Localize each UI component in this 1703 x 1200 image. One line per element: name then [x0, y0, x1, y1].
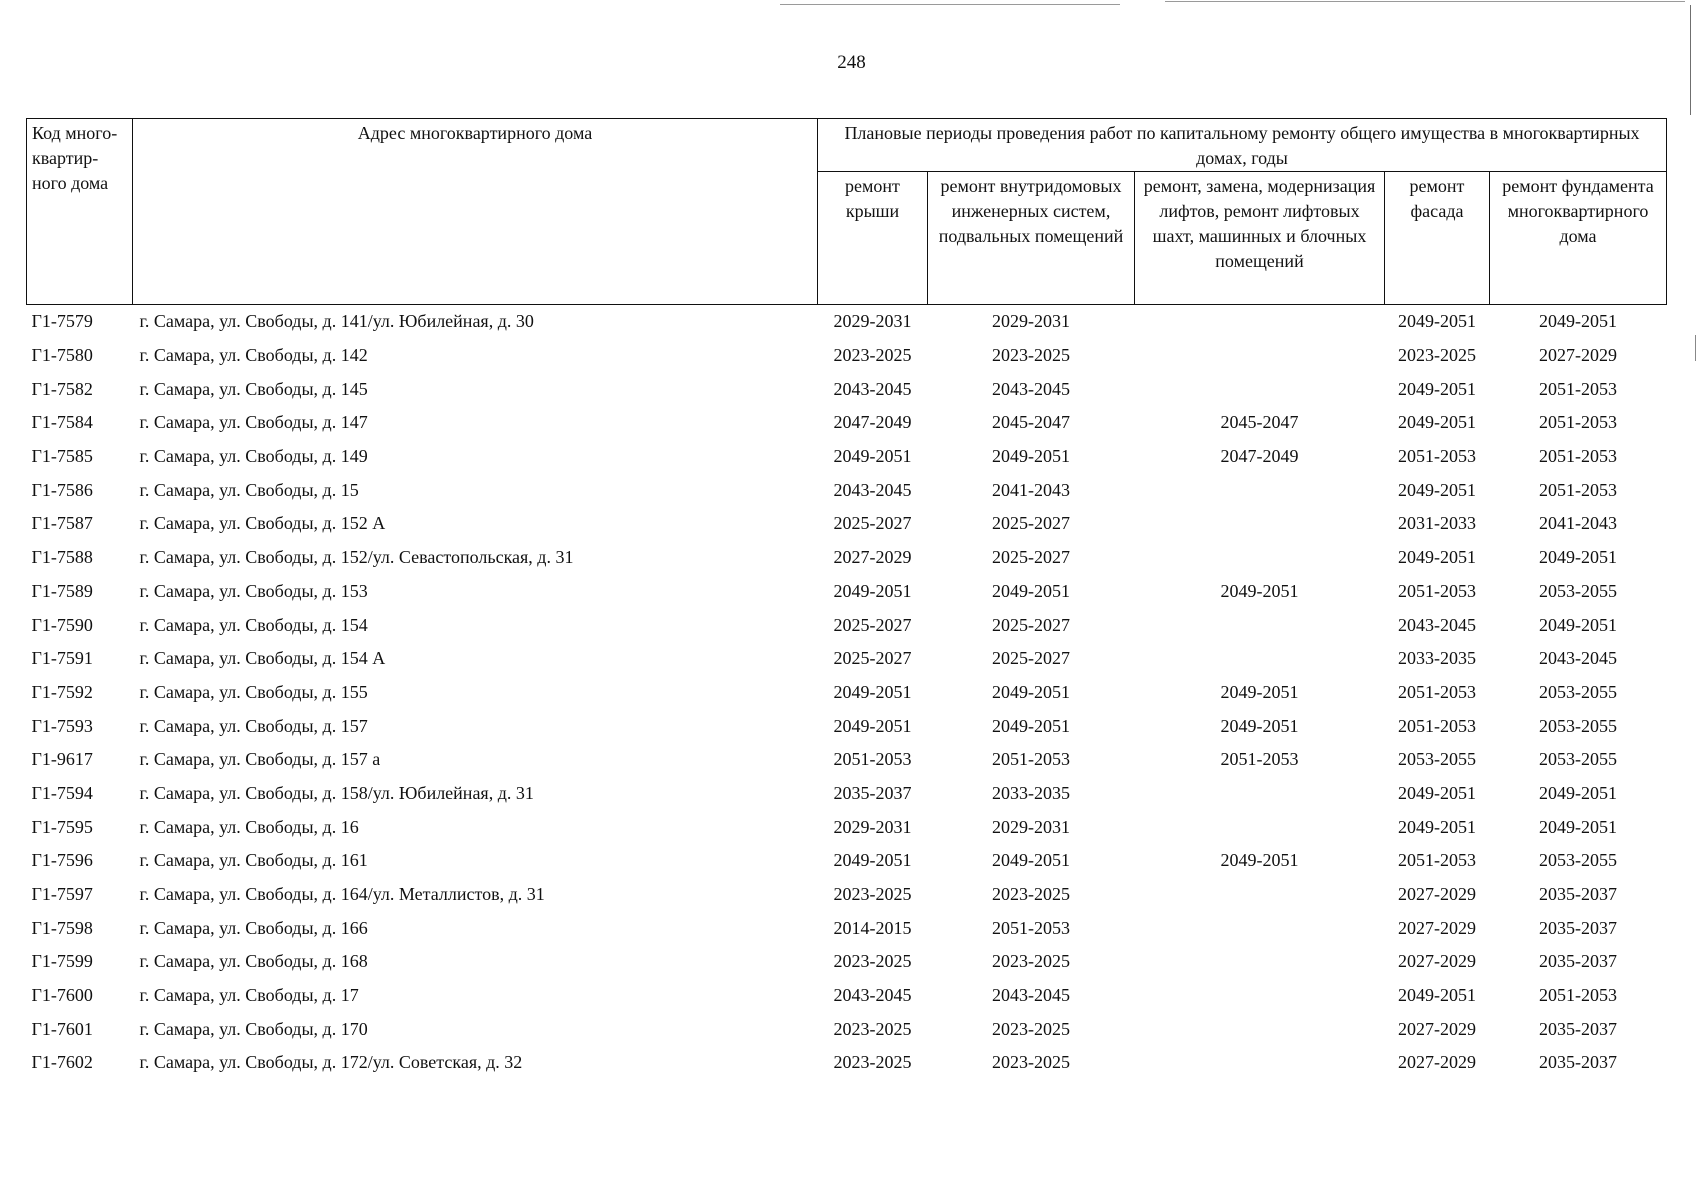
- cell-foundation: 2035-2037: [1539, 884, 1617, 905]
- cell-address: г. Самара, ул. Свободы, д. 157: [139, 715, 368, 736]
- cell-code: Г1-7590: [31, 614, 93, 635]
- cell-systems: 2029-2031: [992, 311, 1070, 332]
- cell-roof: 2035-2037: [833, 782, 912, 803]
- table-row: [27, 473, 1667, 507]
- cell-foundation: 2049-2051: [1539, 614, 1617, 635]
- table-row: [27, 979, 1667, 1013]
- cell-address: г. Самара, ул. Свободы, д. 157 а: [139, 749, 381, 770]
- cell-code: Г1-7589: [31, 580, 93, 601]
- cell-systems: 2051-2053: [992, 749, 1070, 770]
- cell-lifts: [1135, 911, 1385, 945]
- cell-roof: 2014-2015: [833, 917, 912, 938]
- cell-facade: 2051-2053: [1398, 715, 1476, 736]
- cell-code: Г1-7593: [31, 715, 93, 736]
- cell-lifts: [1135, 608, 1385, 642]
- header-address: Адрес многоквартирного дома: [133, 119, 818, 305]
- cell-systems: 2049-2051: [992, 715, 1070, 736]
- cell-address: г. Самара, ул. Свободы, д. 142: [139, 345, 368, 366]
- table-body: [27, 305, 1667, 1080]
- table-row: [27, 507, 1667, 541]
- header-systems: ремонт внутридомовых инженерных систем, подвальных помещений: [928, 172, 1135, 305]
- cell-facade: 2049-2051: [1398, 547, 1476, 568]
- cell-code: Г1-7579: [31, 311, 93, 332]
- table-row: [27, 608, 1667, 642]
- header-foundation: ремонт фундамента многоквартирного дома: [1490, 172, 1667, 305]
- cell-lifts: [1135, 473, 1385, 507]
- cell-facade: 2049-2051: [1398, 378, 1476, 399]
- cell-foundation: 2049-2051: [1539, 816, 1617, 837]
- cell-facade: 2051-2053: [1398, 446, 1476, 467]
- header-lifts: ремонт, замена, модернизация лифтов, ремонт лифтовых шахт, машинных и блочных помещений: [1135, 172, 1385, 305]
- cell-lifts: [1135, 878, 1385, 912]
- table-row: [27, 810, 1667, 844]
- cell-address: г. Самара, ул. Свободы, д. 16: [139, 816, 359, 837]
- cell-facade: 2027-2029: [1398, 1018, 1476, 1039]
- table-row: [27, 945, 1667, 979]
- cell-code: Г1-7588: [31, 547, 93, 568]
- cell-lifts: 2049-2051: [1220, 580, 1299, 601]
- cell-address: г. Самара, ул. Свободы, д. 141/ул. Юбилейная, д. 30: [139, 311, 534, 332]
- table-row: [27, 1012, 1667, 1046]
- cell-code: Г1-7601: [31, 1018, 93, 1039]
- header-code: Код много-квартир-ного дома: [27, 119, 133, 305]
- cell-facade: 2031-2033: [1398, 513, 1476, 534]
- cell-code: Г1-7594: [31, 782, 93, 803]
- cell-foundation: 2027-2029: [1539, 345, 1617, 366]
- table-row: [27, 911, 1667, 945]
- cell-foundation: 2049-2051: [1539, 311, 1617, 332]
- table-header: [27, 119, 1667, 305]
- cell-foundation: 2053-2055: [1539, 715, 1617, 736]
- cell-systems: 2051-2053: [992, 917, 1070, 938]
- cell-lifts: [1135, 507, 1385, 541]
- cell-systems: 2025-2027: [992, 648, 1070, 669]
- cell-code: Г1-7587: [31, 513, 93, 534]
- cell-facade: 2027-2029: [1398, 951, 1476, 972]
- cell-facade: 2027-2029: [1398, 884, 1476, 905]
- header-roof: ремонт крыши: [818, 172, 928, 305]
- table-row: [27, 642, 1667, 676]
- cell-foundation: 2041-2043: [1539, 513, 1617, 534]
- cell-systems: 2023-2025: [992, 1052, 1070, 1073]
- cell-address: г. Самара, ул. Свободы, д. 166: [139, 917, 368, 938]
- table-row: [27, 339, 1667, 373]
- cell-address: г. Самара, ул. Свободы, д. 154 А: [139, 648, 386, 669]
- cell-address: г. Самара, ул. Свободы, д. 170: [139, 1018, 368, 1039]
- cell-systems: 2049-2051: [992, 850, 1070, 871]
- cell-code: Г1-7596: [31, 850, 93, 871]
- cell-roof: 2043-2045: [833, 985, 912, 1006]
- cell-code: Г1-9617: [31, 749, 93, 770]
- cell-foundation: 2051-2053: [1539, 985, 1617, 1006]
- table-row: [27, 1046, 1667, 1080]
- cell-code: Г1-7597: [31, 884, 93, 905]
- cell-systems: 2025-2027: [992, 547, 1070, 568]
- cell-facade: 2053-2055: [1398, 749, 1476, 770]
- cell-facade: 2049-2051: [1398, 985, 1476, 1006]
- cell-code: Г1-7584: [31, 412, 93, 433]
- cell-roof: 2049-2051: [833, 715, 912, 736]
- cell-facade: 2043-2045: [1398, 614, 1476, 635]
- cell-lifts: [1135, 642, 1385, 676]
- cell-lifts: 2045-2047: [1220, 412, 1299, 433]
- table-row: [27, 305, 1667, 339]
- cell-address: г. Самара, ул. Свободы, д. 158/ул. Юбилейная, д. 31: [139, 782, 534, 803]
- cell-facade: 2049-2051: [1398, 412, 1476, 433]
- cell-foundation: 2051-2053: [1539, 446, 1617, 467]
- cell-address: г. Самара, ул. Свободы, д. 17: [139, 985, 359, 1006]
- cell-address: г. Самара, ул. Свободы, д. 145: [139, 378, 368, 399]
- cell-foundation: 2035-2037: [1539, 1018, 1617, 1039]
- cell-address: г. Самара, ул. Свободы, д. 149: [139, 446, 368, 467]
- cell-roof: 2047-2049: [833, 412, 912, 433]
- cell-roof: 2023-2025: [833, 345, 912, 366]
- cell-systems: 2049-2051: [992, 580, 1070, 601]
- cell-systems: 2023-2025: [992, 951, 1070, 972]
- cell-systems: 2043-2045: [992, 985, 1070, 1006]
- scan-artifact-line: [780, 4, 1120, 5]
- cell-roof: 2051-2053: [833, 749, 912, 770]
- table-row: [27, 878, 1667, 912]
- cell-foundation: 2053-2055: [1539, 850, 1617, 871]
- cell-lifts: [1135, 339, 1385, 373]
- cell-facade: 2049-2051: [1398, 479, 1476, 500]
- cell-systems: 2049-2051: [992, 446, 1070, 467]
- cell-address: г. Самара, ул. Свободы, д. 154: [139, 614, 368, 635]
- cell-lifts: 2049-2051: [1220, 681, 1299, 702]
- cell-facade: 2049-2051: [1398, 816, 1476, 837]
- cell-facade: 2051-2053: [1398, 580, 1476, 601]
- cell-code: Г1-7598: [31, 917, 93, 938]
- scan-artifact-line: [1165, 1, 1685, 2]
- cell-roof: 2029-2031: [833, 816, 912, 837]
- table-row: [27, 575, 1667, 609]
- cell-roof: 2025-2027: [833, 614, 912, 635]
- cell-lifts: [1135, 1046, 1385, 1080]
- table-row: [27, 372, 1667, 406]
- cell-foundation: 2035-2037: [1539, 951, 1617, 972]
- cell-address: г. Самара, ул. Свободы, д. 168: [139, 951, 368, 972]
- cell-lifts: [1135, 810, 1385, 844]
- cell-systems: 2043-2045: [992, 378, 1070, 399]
- cell-roof: 2049-2051: [833, 580, 912, 601]
- cell-foundation: 2051-2053: [1539, 479, 1617, 500]
- cell-roof: 2023-2025: [833, 884, 912, 905]
- cell-address: г. Самара, ул. Свободы, д. 15: [139, 479, 359, 500]
- cell-systems: 2029-2031: [992, 816, 1070, 837]
- cell-foundation: 2035-2037: [1539, 917, 1617, 938]
- cell-code: Г1-7592: [31, 681, 93, 702]
- cell-systems: 2023-2025: [992, 1018, 1070, 1039]
- cell-foundation: 2049-2051: [1539, 547, 1617, 568]
- cell-foundation: 2051-2053: [1539, 412, 1617, 433]
- cell-roof: 2043-2045: [833, 378, 912, 399]
- cell-address: г. Самара, ул. Свободы, д. 153: [139, 580, 368, 601]
- cell-systems: 2023-2025: [992, 884, 1070, 905]
- cell-lifts: [1135, 372, 1385, 406]
- cell-systems: 2033-2035: [992, 782, 1070, 803]
- cell-systems: 2025-2027: [992, 513, 1070, 534]
- cell-address: г. Самара, ул. Свободы, д. 155: [139, 681, 368, 702]
- cell-address: г. Самара, ул. Свободы, д. 147: [139, 412, 368, 433]
- page-number: 248: [837, 52, 866, 73]
- cell-systems: 2045-2047: [992, 412, 1070, 433]
- cell-systems: 2025-2027: [992, 614, 1070, 635]
- table-row: [27, 844, 1667, 878]
- cell-roof: 2049-2051: [833, 850, 912, 871]
- cell-lifts: [1135, 305, 1385, 339]
- cell-facade: 2027-2029: [1398, 1052, 1476, 1073]
- table-row: [27, 743, 1667, 777]
- cell-lifts: 2049-2051: [1220, 850, 1299, 871]
- capital-repair-table: [26, 118, 1667, 1080]
- cell-code: Г1-7595: [31, 816, 93, 837]
- cell-roof: 2023-2025: [833, 1018, 912, 1039]
- cell-foundation: 2043-2045: [1539, 648, 1617, 669]
- cell-facade: 2051-2053: [1398, 681, 1476, 702]
- table-row: [27, 440, 1667, 474]
- cell-facade: 2049-2051: [1398, 311, 1476, 332]
- cell-lifts: [1135, 979, 1385, 1013]
- cell-roof: 2027-2029: [833, 547, 912, 568]
- header-periods-group: Плановые периоды проведения работ по капитальному ремонту общего имущества в многоквартирных домах, годы: [818, 119, 1667, 172]
- cell-roof: 2049-2051: [833, 681, 912, 702]
- cell-foundation: 2035-2037: [1539, 1052, 1617, 1073]
- cell-foundation: 2049-2051: [1539, 782, 1617, 803]
- cell-roof: 2029-2031: [833, 311, 912, 332]
- cell-roof: 2025-2027: [833, 648, 912, 669]
- cell-foundation: 2051-2053: [1539, 378, 1617, 399]
- cell-address: г. Самара, ул. Свободы, д. 172/ул. Советская, д. 32: [139, 1052, 523, 1073]
- cell-code: Г1-7586: [31, 479, 93, 500]
- cell-address: г. Самара, ул. Свободы, д. 164/ул. Металлистов, д. 31: [139, 884, 545, 905]
- cell-facade: 2033-2035: [1398, 648, 1476, 669]
- cell-code: Г1-7602: [31, 1052, 93, 1073]
- cell-lifts: [1135, 777, 1385, 811]
- cell-code: Г1-7591: [31, 648, 93, 669]
- cell-roof: 2049-2051: [833, 446, 912, 467]
- cell-roof: 2025-2027: [833, 513, 912, 534]
- table-row: [27, 676, 1667, 710]
- cell-lifts: 2051-2053: [1220, 749, 1299, 770]
- cell-code: Г1-7582: [31, 378, 93, 399]
- cell-roof: 2023-2025: [833, 1052, 912, 1073]
- cell-lifts: [1135, 541, 1385, 575]
- table-row: [27, 406, 1667, 440]
- cell-code: Г1-7580: [31, 345, 93, 366]
- cell-foundation: 2053-2055: [1539, 681, 1617, 702]
- cell-systems: 2023-2025: [992, 345, 1070, 366]
- cell-roof: 2043-2045: [833, 479, 912, 500]
- cell-code: Г1-7599: [31, 951, 93, 972]
- cell-code: Г1-7585: [31, 446, 93, 467]
- header-facade: ремонт фасада: [1385, 172, 1490, 305]
- table-row: [27, 541, 1667, 575]
- table-row: [27, 709, 1667, 743]
- cell-facade: 2023-2025: [1398, 345, 1476, 366]
- cell-roof: 2023-2025: [833, 951, 912, 972]
- cell-foundation: 2053-2055: [1539, 749, 1617, 770]
- cell-lifts: 2047-2049: [1220, 446, 1299, 467]
- cell-lifts: [1135, 945, 1385, 979]
- cell-address: г. Самара, ул. Свободы, д. 152 А: [139, 513, 386, 534]
- cell-lifts: 2049-2051: [1220, 715, 1299, 736]
- cell-foundation: 2053-2055: [1539, 580, 1617, 601]
- cell-facade: 2049-2051: [1398, 782, 1476, 803]
- cell-address: г. Самара, ул. Свободы, д. 161: [139, 850, 368, 871]
- cell-address: г. Самара, ул. Свободы, д. 152/ул. Севастопольская, д. 31: [139, 547, 574, 568]
- cell-facade: 2051-2053: [1398, 850, 1476, 871]
- cell-code: Г1-7600: [31, 985, 93, 1006]
- cell-systems: 2049-2051: [992, 681, 1070, 702]
- scan-artifact-line: [1695, 335, 1696, 361]
- cell-facade: 2027-2029: [1398, 917, 1476, 938]
- cell-lifts: [1135, 1012, 1385, 1046]
- table-row: [27, 777, 1667, 811]
- cell-systems: 2041-2043: [992, 479, 1070, 500]
